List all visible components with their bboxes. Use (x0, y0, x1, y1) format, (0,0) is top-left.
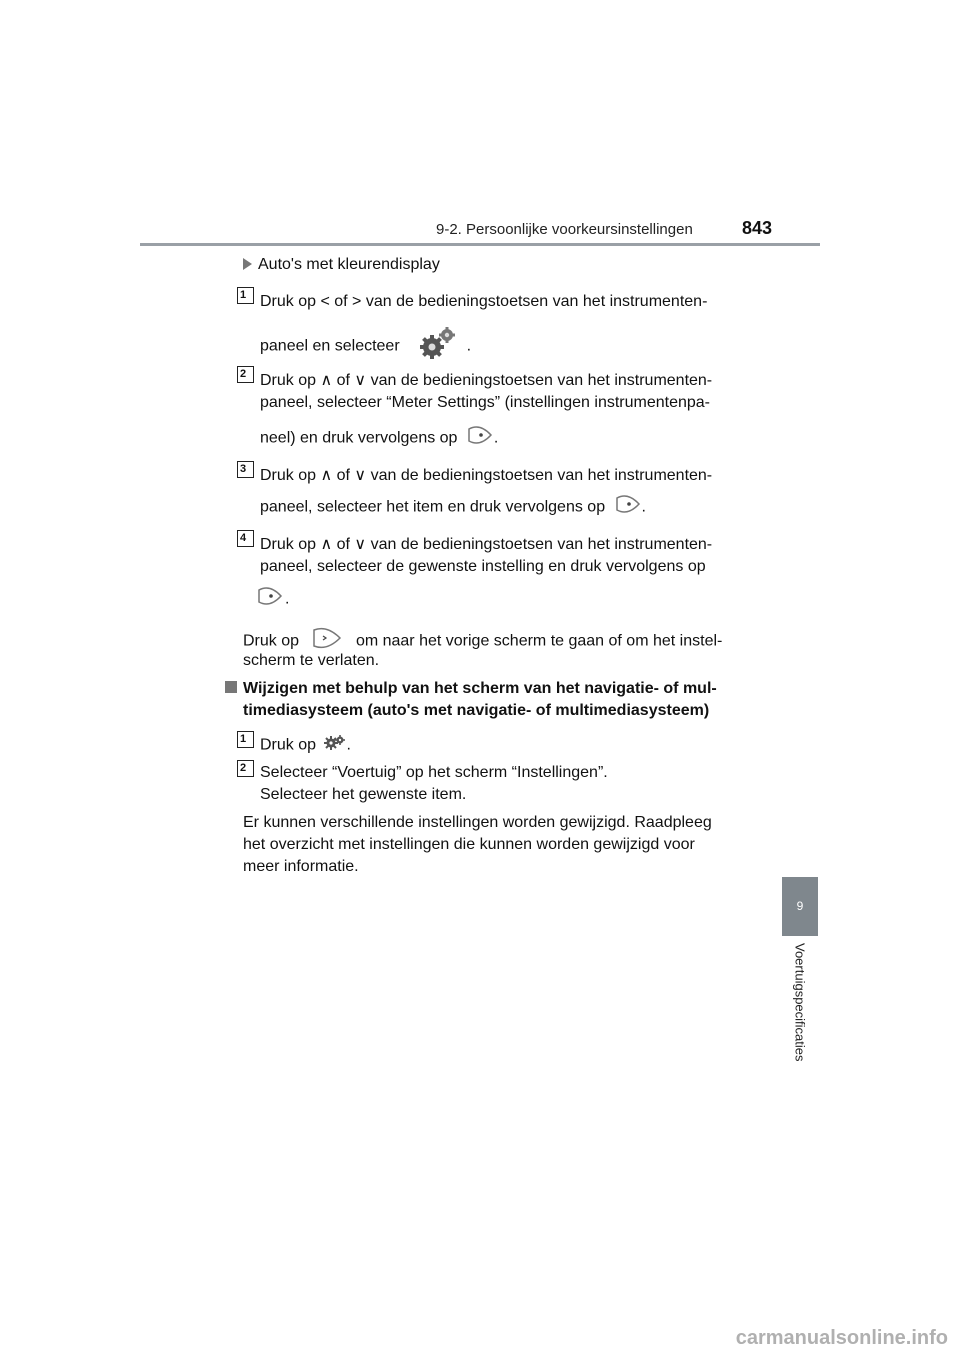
settings-gears-icon (418, 326, 458, 367)
step-number: 1 (237, 731, 254, 748)
step-number: 2 (237, 366, 254, 383)
header-divider (140, 243, 820, 246)
step-a4-line1: Druk op ∧ of ∨ van de bedieningstoetsen van het instrumenten- (260, 536, 713, 553)
step-a3-line1: Druk op ∧ of ∨ van de bedieningstoetsen van het instrumenten- (260, 467, 713, 484)
section-heading: Wijzigen met behulp van het scherm van het navigatie- of mul- timediasysteem (auto's met navigatie- of multimediasysteem) (225, 678, 745, 722)
chapter-label: Voertuigspecificaties (792, 943, 808, 1062)
step-a2-line3: neel) en druk vervolgens op . (260, 421, 498, 456)
back-note-line2: scherm te verlaten. (243, 652, 380, 669)
step-a2-line1: Druk op ∧ of ∨ van de bedieningstoetsen van het instrumenten- (260, 372, 713, 389)
chapter-tab[interactable]: 9 (782, 877, 818, 936)
watermark: carmanualsonline.info (735, 1327, 948, 1349)
subheading-color-display: Auto's met kleurendisplay (243, 254, 440, 276)
step-a4-line3: . (255, 582, 289, 617)
back-note-line1: Druk op om naar het vorige scherm te gaan of om het instel- (243, 624, 745, 659)
step-number: 4 (237, 530, 254, 547)
closing-line1: Er kunnen verschillende instellingen worden gewijzigd. Raadpleeg (243, 814, 712, 831)
settings-small-icon (324, 734, 346, 757)
step-a1-line1: Druk op < of > van de bedieningstoetsen van het instrumenten- (260, 293, 708, 310)
step-b2-line2: Selecteer het gewenste item. (260, 786, 467, 803)
section-title: 9-2. Persoonlijke voorkeursinstellingen (436, 221, 693, 238)
enter-button-icon (614, 490, 642, 525)
step-b1-text: Druk op . (260, 734, 351, 757)
step-a4-line2: paneel, selecteer de gewenste instelling en druk vervolgens op (260, 558, 706, 575)
triangle-bullet-icon (243, 258, 252, 270)
step-number: 2 (237, 760, 254, 777)
page-number: 843 (742, 218, 773, 238)
enter-button-icon (255, 582, 285, 617)
enter-button-icon (466, 421, 494, 456)
step-b2-line1: Selecteer “Voertuig” op het scherm “Instellingen”. (260, 764, 608, 781)
step-a2-line2: paneel, selecteer “Meter Settings” (instellingen instrumentenpa- (260, 394, 711, 411)
closing-line2: het overzicht met instellingen die kunnen worden gewijzigd voor (243, 836, 695, 853)
step-a3-line2: paneel, selecteer het item en druk vervolgens op . (260, 490, 646, 525)
step-number: 1 (237, 287, 254, 304)
square-bullet-icon (225, 681, 237, 693)
closing-line3: meer informatie. (243, 858, 359, 875)
step-number: 3 (237, 461, 254, 478)
step-a1-line2: paneel en selecteer . (260, 326, 471, 367)
